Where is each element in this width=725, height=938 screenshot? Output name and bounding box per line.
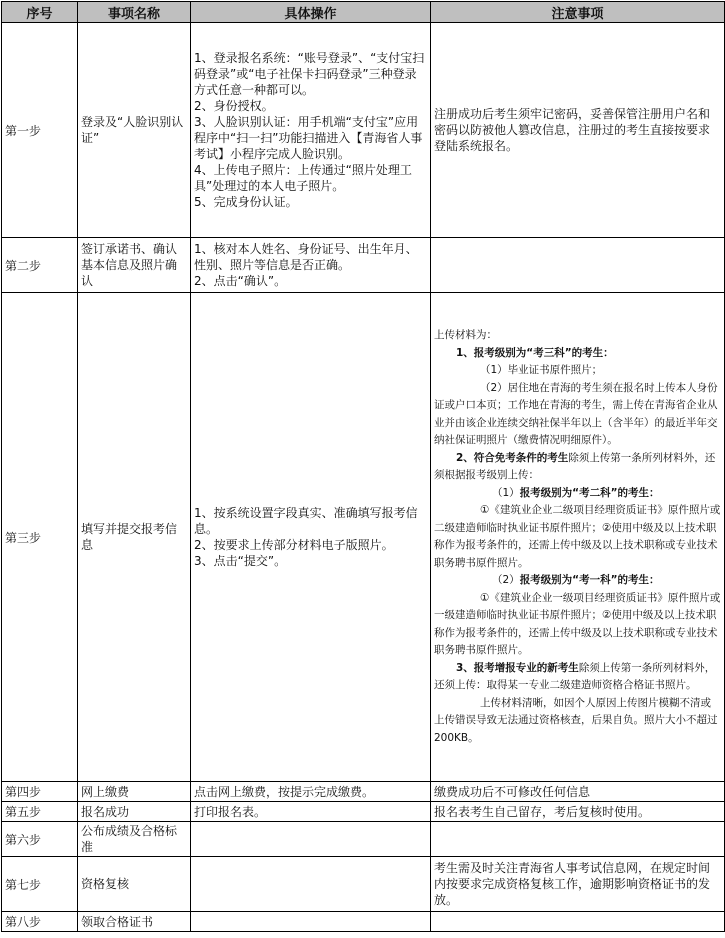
table-row bbox=[2, 293, 725, 782]
operation-line: 1、核对本人姓名、身份证号、出生年月、性别、照片等信息是否正确。 bbox=[194, 242, 418, 272]
step-note: 注册成功后考生须牢记密码，妥善保管注册用户名和密码以防被他人篡改信息，注册过的考生直接按要求登陆系统报名。 bbox=[431, 23, 725, 238]
step-operation bbox=[191, 857, 431, 912]
step-number: 第五步 bbox=[2, 802, 78, 822]
table-row bbox=[2, 23, 725, 238]
step-note bbox=[431, 912, 725, 932]
section-2-rest: 除须上传第一条所列材料外，还须根据报考级别上传： bbox=[434, 451, 716, 481]
section-2a-text: ①《建筑业企业二级项目经理资质证书》原件照片或二级建造师临时执业证书原件照片；②使用中级及以上技术职称作为报考条件的，还需上传中级及以上技术职称或专业技术职务聘书原件照片。 bbox=[434, 504, 721, 569]
section-1-item-2: （2）居住地在青海的考生须在报名时上传本人身份证或户口本页；工作地在青海的考生，需上传在青海省企业从业并由该企业连续交纳社保半年以上（含半年）的最近半年交纳社保证明照片（缴费情况明细原件）。 bbox=[434, 381, 718, 446]
section-3-title: 3、报考增报专业的新考生 bbox=[456, 661, 579, 674]
section-1-item-1: （1）毕业证书原件照片； bbox=[480, 364, 603, 376]
header-item-name: 事项名称 bbox=[78, 2, 191, 23]
step-number: 第四步 bbox=[2, 782, 78, 802]
section-2b-title: 报考级别为“考一科”的考生： bbox=[519, 574, 660, 586]
header-operation: 具体操作 bbox=[191, 2, 431, 23]
operation-line: 2、点击“确认”。 bbox=[194, 274, 287, 288]
step-number: 第一步 bbox=[2, 23, 78, 238]
step-note: 报名表考生自己留存，考后复核时使用。 bbox=[431, 802, 725, 822]
step-operation bbox=[191, 822, 431, 857]
section-1-title: 1、报考级别为“考三科”的考生： bbox=[456, 346, 614, 359]
step-name: 领取合格证书 bbox=[78, 912, 191, 932]
table-row bbox=[2, 822, 725, 857]
step-note: 缴费成功后不可修改任何信息 bbox=[431, 782, 725, 802]
step-number: 第三步 bbox=[2, 293, 78, 782]
table-row bbox=[2, 802, 725, 822]
operation-line: 3、人脸识别认证：用手机端“支付宝”应用程序中“扫一扫”功能扫描进入【青海省人事考试】小程序完成人脸识别。 bbox=[194, 115, 423, 161]
step-name: 公布成绩及合格标准 bbox=[78, 822, 191, 857]
procedure-table bbox=[1, 1, 725, 932]
step-name: 填写并提交报考信息 bbox=[78, 293, 191, 782]
step-number: 第八步 bbox=[2, 912, 78, 932]
step-note-materials bbox=[431, 293, 725, 782]
step-note bbox=[431, 238, 725, 293]
section-2a-title: 报考级别为“考二科”的考生： bbox=[519, 486, 660, 499]
materials-tail: 上传材料清晰，如因个人原因上传图片模糊不清或上传错误导致无法通过资格核查，后果自负。照片大小不超过200KB。 bbox=[434, 696, 718, 744]
header-seq: 序号 bbox=[2, 2, 78, 23]
operation-line: 1、登录报名系统：“账号登录”、“支付宝扫码登录”或“电子社保卡扫码登录”三种登录方式任意一种都可以。 bbox=[194, 51, 425, 97]
operation-line: 3、点击“提交”。 bbox=[194, 554, 287, 568]
step-name: 网上缴费 bbox=[78, 782, 191, 802]
operation-line: 4、上传电子照片：上传通过“照片处理工具”处理过的本人电子照片。 bbox=[194, 163, 412, 193]
section-3-rest: 除须上传第一条所列材料外，还须上传：取得某一专业二级建造师资格合格证书照片。 bbox=[434, 661, 716, 691]
step-name: 登录及“人脸识别认证” bbox=[78, 23, 191, 238]
step-operation bbox=[191, 23, 431, 238]
step-number: 第二步 bbox=[2, 238, 78, 293]
table-row bbox=[2, 782, 725, 802]
table-row bbox=[2, 238, 725, 293]
step-operation bbox=[191, 912, 431, 932]
section-2b-text: ①《建筑业企业一级项目经理资质证书》原件照片或一级建造师临时执业证书原件照片；②使用中级及以上技术职称作为报考条件的，还需上传中级及以上技术职称或专业技术职务聘书原件照片。 bbox=[434, 591, 721, 656]
step-note: 考生需及时关注青海省人事考试信息网，在规定时间内按要求完成资格复核工作，逾期影响资格证书的发放。 bbox=[431, 857, 725, 912]
section-2-title: 2、符合免考条件的考生 bbox=[456, 451, 569, 464]
table-row bbox=[2, 912, 725, 932]
table-row bbox=[2, 857, 725, 912]
step-operation: 点击网上缴费，按提示完成缴费。 bbox=[191, 782, 431, 802]
step-name: 资格复核 bbox=[78, 857, 191, 912]
step-operation: 打印报名表。 bbox=[191, 802, 431, 822]
operation-line: 2、身份授权。 bbox=[194, 99, 274, 113]
step-note bbox=[431, 822, 725, 857]
section-2a-num: （1） bbox=[492, 486, 520, 499]
step-number: 第六步 bbox=[2, 822, 78, 857]
operation-line: 2、按要求上传部分材料电子版照片。 bbox=[194, 538, 394, 552]
step-name: 签订承诺书、确认基本信息及照片确认 bbox=[78, 238, 191, 293]
step-operation bbox=[191, 238, 431, 293]
header-notes: 注意事项 bbox=[431, 2, 725, 23]
step-name: 报名成功 bbox=[78, 802, 191, 822]
section-2b-num: （2） bbox=[492, 574, 520, 586]
materials-intro: 上传材料为： bbox=[434, 329, 497, 341]
step-operation bbox=[191, 293, 431, 782]
header-row bbox=[2, 2, 725, 23]
operation-line: 1、按系统设置字段真实、准确填写报考信息。 bbox=[194, 506, 418, 536]
step-number: 第七步 bbox=[2, 857, 78, 912]
operation-line: 5、完成身份认证。 bbox=[194, 195, 298, 209]
